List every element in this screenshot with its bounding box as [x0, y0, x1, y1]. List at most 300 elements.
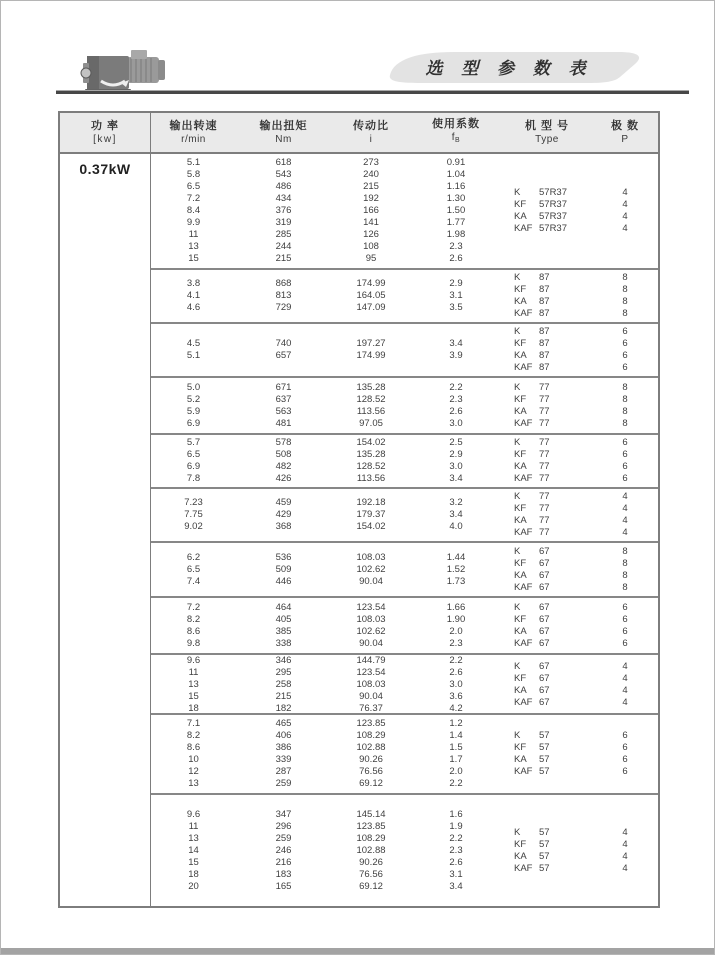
col-type	[501, 489, 593, 541]
type-prefix: KF	[514, 338, 527, 349]
cell-torque: 319	[275, 217, 292, 228]
power-column	[60, 113, 151, 906]
cell-torque: 729	[275, 302, 292, 313]
cell-ratio: 123.85	[356, 718, 386, 729]
cell-torque: 464	[275, 601, 292, 613]
cell-type	[514, 199, 567, 211]
type-prefix: KAF	[514, 697, 533, 708]
cell-torque: 182	[275, 703, 292, 714]
cell-ratio: 215	[363, 181, 379, 192]
col-speed	[151, 378, 236, 433]
type-prefix: KF	[514, 557, 527, 569]
page-bottom-bar	[1, 948, 714, 954]
cell-poles: 8	[622, 272, 628, 283]
cell-poles: 4	[622, 223, 628, 234]
cell-torque: 486	[275, 181, 292, 192]
cell-torque: 563	[275, 405, 292, 417]
cell-poles: 6	[622, 730, 628, 741]
cell-speed: 8.2	[186, 730, 201, 741]
cell-speed: 13	[188, 241, 199, 252]
cell-speed: 7.23	[184, 497, 203, 508]
type-model: 67	[539, 557, 550, 569]
cell-factor: 2.6	[449, 667, 463, 678]
cell-type	[514, 558, 550, 570]
cell-torque: 618	[275, 157, 292, 168]
type-model: 67	[539, 673, 550, 684]
cell-factor: 3.4	[449, 880, 463, 892]
col-ratio	[331, 435, 411, 487]
cell-ratio: 90.04	[359, 691, 383, 702]
col-ratio	[331, 543, 411, 596]
col-poles	[593, 543, 657, 596]
type-prefix: K	[514, 437, 521, 448]
cell-ratio: 97.05	[359, 417, 383, 429]
cell-torque: 287	[275, 766, 292, 777]
cell-speed: 9.8	[186, 637, 201, 649]
type-model: 67	[539, 601, 550, 613]
type-prefix: K	[514, 326, 521, 337]
cell-factor: 2.6	[449, 253, 463, 264]
cell-poles: 4	[622, 491, 628, 502]
cell-ratio: 179.37	[356, 509, 386, 520]
param-block	[151, 541, 658, 596]
cell-ratio: 108.29	[356, 832, 386, 844]
cell-poles: 6	[622, 350, 628, 361]
cell-ratio: 90.04	[359, 575, 383, 587]
cell-factor: 1.73	[446, 575, 466, 587]
cell-type	[514, 515, 550, 527]
type-prefix: KAF	[514, 766, 533, 777]
type-prefix: KAF	[514, 308, 533, 319]
type-prefix: KF	[514, 449, 527, 460]
param-block	[151, 376, 658, 433]
cell-type	[514, 673, 550, 685]
type-model: 57	[539, 742, 550, 753]
cell-type	[514, 272, 550, 284]
cell-speed: 11	[188, 820, 199, 832]
col-factor	[411, 598, 501, 653]
cell-torque: 405	[275, 613, 292, 625]
cell-speed: 7.1	[186, 718, 201, 729]
type-prefix: KAF	[514, 473, 533, 484]
type-model: 77	[539, 461, 550, 472]
cell-torque: 347	[275, 808, 292, 820]
col-speed	[151, 154, 236, 268]
type-prefix: K	[514, 661, 521, 672]
cell-factor: 1.66	[446, 601, 466, 613]
type-model: 67	[539, 661, 550, 672]
cell-torque: 346	[275, 655, 292, 666]
power-value: 0.37kW	[79, 161, 131, 177]
type-model: 57R37	[539, 211, 567, 222]
col-torque	[236, 270, 331, 322]
cell-type	[514, 766, 550, 778]
cell-factor: 1.7	[449, 754, 463, 765]
cell-ratio: 145.14	[356, 808, 386, 820]
type-model: 57R37	[539, 187, 567, 198]
cell-type	[514, 473, 550, 485]
cell-ratio: 113.56	[356, 405, 386, 417]
cell-type	[514, 685, 550, 697]
cell-ratio: 174.99	[356, 278, 386, 289]
cell-poles: 8	[622, 569, 628, 581]
cell-torque: 434	[275, 193, 292, 204]
cell-type	[514, 839, 550, 851]
col-factor	[411, 715, 501, 793]
cell-torque: 509	[275, 563, 292, 575]
cell-factor: 1.16	[446, 181, 466, 192]
cell-speed: 15	[188, 856, 199, 868]
cell-factor: 2.5	[449, 437, 463, 448]
cell-type	[514, 742, 550, 754]
type-prefix: K	[514, 730, 521, 741]
param-block	[151, 322, 658, 376]
cell-type	[514, 350, 550, 362]
cell-torque: 215	[275, 691, 292, 702]
cell-factor: 3.1	[449, 868, 463, 880]
cell-type	[514, 851, 550, 863]
type-model: 57	[539, 730, 550, 741]
col-speed	[151, 435, 236, 487]
cell-ratio: 192	[363, 193, 379, 204]
type-model: 57	[539, 754, 550, 765]
cell-factor: 3.4	[449, 509, 463, 520]
cell-poles: 6	[622, 473, 628, 484]
cell-speed: 5.0	[186, 381, 201, 393]
cell-speed: 11	[188, 667, 199, 678]
cell-type	[514, 449, 550, 461]
cell-type	[514, 491, 550, 503]
cell-torque: 543	[275, 169, 292, 180]
cell-ratio: 108.03	[356, 613, 386, 625]
cell-poles: 8	[622, 545, 628, 557]
cell-type	[514, 614, 550, 626]
type-model: 77	[539, 503, 550, 514]
cell-speed: 5.7	[186, 437, 201, 448]
type-prefix: KAF	[514, 862, 533, 874]
type-model: 87	[539, 350, 550, 361]
col-type	[501, 598, 593, 653]
cell-factor: 2.6	[449, 856, 463, 868]
cell-type	[514, 461, 550, 473]
cell-type	[514, 754, 550, 766]
type-model: 77	[539, 473, 550, 484]
cell-factor: 1.4	[449, 730, 463, 741]
col-factor	[411, 489, 501, 541]
cell-speed: 6.5	[186, 449, 201, 460]
cell-ratio: 108.29	[356, 730, 386, 741]
cell-speed: 12	[188, 766, 199, 777]
cell-ratio: 154.02	[356, 521, 386, 532]
cell-poles: 8	[622, 557, 628, 569]
cell-factor: 2.3	[449, 393, 463, 405]
cell-speed: 13	[188, 778, 199, 789]
power-header-name: 功 率	[90, 119, 120, 132]
col-speed	[151, 324, 236, 376]
type-prefix: KA	[514, 625, 527, 637]
cell-speed: 4.5	[186, 338, 201, 349]
col-ratio	[331, 154, 411, 268]
type-model: 57R37	[539, 223, 567, 234]
cell-poles: 8	[622, 393, 628, 405]
cell-ratio: 90.26	[359, 856, 383, 868]
type-model: 87	[539, 272, 550, 283]
cell-torque: 368	[275, 521, 292, 532]
cell-factor: 3.0	[449, 417, 463, 429]
type-model: 67	[539, 581, 550, 593]
cell-ratio: 240	[363, 169, 379, 180]
cell-factor: 4.2	[449, 703, 463, 714]
col-torque	[236, 655, 331, 715]
cell-factor: 3.4	[449, 473, 463, 484]
cell-torque: 259	[275, 778, 292, 789]
type-prefix: K	[514, 491, 521, 502]
type-prefix: KAF	[514, 417, 533, 429]
col-type	[501, 378, 593, 433]
cell-speed: 8.6	[186, 625, 201, 637]
type-model: 87	[539, 308, 550, 319]
cell-poles: 4	[622, 211, 628, 222]
cell-poles: 4	[622, 187, 628, 198]
type-model: 77	[539, 515, 550, 526]
cell-ratio: 154.02	[356, 437, 386, 448]
cell-torque: 295	[275, 667, 292, 678]
col-factor	[411, 655, 501, 715]
cell-ratio: 123.54	[356, 667, 386, 678]
col-header-speed: 输出转速 r/min	[169, 119, 218, 145]
type-prefix: KA	[514, 515, 527, 526]
col-factor	[411, 324, 501, 376]
cell-poles: 4	[622, 673, 628, 684]
col-factor	[411, 543, 501, 596]
cell-ratio: 108	[363, 241, 379, 252]
cell-torque: 339	[275, 754, 292, 765]
cell-poles: 8	[622, 417, 628, 429]
cell-type	[514, 570, 550, 582]
type-prefix: KAF	[514, 637, 533, 649]
col-type	[501, 270, 593, 322]
col-factor	[411, 795, 501, 906]
cell-speed: 9.6	[186, 808, 201, 820]
col-torque	[236, 324, 331, 376]
cell-poles: 4	[622, 515, 628, 526]
cell-poles: 4	[622, 685, 628, 696]
cell-poles: 4	[622, 838, 628, 850]
type-model: 57	[539, 850, 550, 862]
type-model: 77	[539, 449, 550, 460]
type-prefix: KA	[514, 685, 527, 696]
cell-ratio: 126	[363, 229, 379, 240]
cell-ratio: 147.09	[356, 302, 386, 313]
cell-type	[514, 338, 550, 350]
col-poles	[593, 598, 657, 653]
cell-factor: 2.9	[449, 449, 463, 460]
cell-factor: 3.2	[449, 497, 463, 508]
cell-torque: 183	[275, 868, 292, 880]
cell-ratio: 164.05	[356, 290, 386, 301]
cell-speed: 7.2	[186, 193, 201, 204]
param-block	[151, 487, 658, 541]
cell-poles: 6	[622, 338, 628, 349]
type-prefix: K	[514, 187, 521, 198]
cell-type	[514, 863, 550, 875]
cell-torque: 426	[275, 473, 292, 484]
cell-poles: 4	[622, 826, 628, 838]
cell-ratio: 102.62	[356, 563, 386, 575]
type-model: 77	[539, 491, 550, 502]
cell-torque: 338	[275, 637, 292, 649]
cell-torque: 637	[275, 393, 292, 405]
cell-speed: 8.4	[186, 205, 201, 216]
param-block	[151, 793, 658, 906]
cell-torque: 671	[275, 381, 292, 393]
type-model: 87	[539, 326, 550, 337]
cell-type	[514, 697, 550, 709]
cell-poles: 8	[622, 381, 628, 393]
param-block	[151, 713, 658, 793]
cell-speed: 8.2	[186, 613, 201, 625]
cell-poles: 6	[622, 754, 628, 765]
cell-ratio: 90.04	[359, 637, 383, 649]
cell-torque: 429	[275, 509, 292, 520]
cell-speed: 9.6	[186, 655, 201, 666]
cell-poles: 6	[622, 461, 628, 472]
param-block	[151, 653, 658, 713]
page-title: 选 型 参 数 表	[425, 59, 593, 78]
type-model: 87	[539, 362, 550, 373]
cell-ratio: 174.99	[356, 350, 386, 361]
col-speed	[151, 655, 236, 715]
cell-factor: 1.52	[446, 563, 466, 575]
cell-speed: 10	[188, 754, 199, 765]
col-factor	[411, 435, 501, 487]
col-poles	[593, 715, 657, 793]
col-torque	[236, 598, 331, 653]
cell-type	[514, 326, 550, 338]
type-prefix: KF	[514, 284, 527, 295]
cell-type	[514, 527, 550, 539]
cell-speed: 9.02	[184, 521, 203, 532]
cell-speed: 6.5	[186, 181, 201, 192]
type-prefix: KF	[514, 838, 527, 850]
cell-speed: 6.2	[186, 551, 201, 563]
type-prefix: K	[514, 272, 521, 283]
cell-type	[514, 602, 550, 614]
col-torque	[236, 489, 331, 541]
type-prefix: KF	[514, 503, 527, 514]
cell-poles: 8	[622, 581, 628, 593]
cell-torque: 165	[275, 880, 292, 892]
type-model: 57	[539, 826, 550, 838]
col-torque	[236, 435, 331, 487]
cell-speed: 4.1	[186, 290, 201, 301]
param-block	[151, 154, 658, 268]
cell-speed: 6.5	[186, 563, 201, 575]
cell-speed: 14	[188, 844, 199, 856]
cell-poles: 6	[622, 449, 628, 460]
cell-type	[514, 308, 550, 320]
col-factor	[411, 378, 501, 433]
cell-speed: 7.8	[186, 473, 201, 484]
type-prefix: KF	[514, 742, 527, 753]
cell-type	[514, 406, 550, 418]
cell-poles: 4	[622, 527, 628, 538]
cell-ratio: 123.85	[356, 820, 386, 832]
cell-speed: 3.8	[186, 278, 201, 289]
cell-factor: 2.3	[449, 637, 463, 649]
col-type	[501, 435, 593, 487]
header-rule	[56, 90, 689, 94]
cell-speed: 7.4	[186, 575, 201, 587]
type-model: 67	[539, 637, 550, 649]
col-ratio	[331, 489, 411, 541]
col-poles	[593, 270, 657, 322]
type-prefix: KAF	[514, 581, 533, 593]
cell-factor: 4.0	[449, 521, 463, 532]
col-poles	[593, 435, 657, 487]
cell-factor: 1.90	[446, 613, 466, 625]
cell-torque: 216	[275, 856, 292, 868]
cell-factor: 1.2	[449, 718, 463, 729]
cell-type	[514, 382, 550, 394]
type-model: 67	[539, 697, 550, 708]
cell-torque: 740	[275, 338, 292, 349]
cell-type	[514, 284, 550, 296]
cell-ratio: 197.27	[356, 338, 386, 349]
col-poles	[593, 489, 657, 541]
type-model: 67	[539, 685, 550, 696]
cell-factor: 2.3	[449, 844, 463, 856]
cell-torque: 657	[275, 350, 292, 361]
type-prefix: K	[514, 826, 521, 838]
cell-factor: 3.0	[449, 679, 463, 690]
cell-factor: 2.6	[449, 405, 463, 417]
cell-speed: 15	[188, 691, 199, 702]
cell-ratio: 128.52	[356, 393, 386, 405]
type-prefix: KA	[514, 350, 527, 361]
type-model: 77	[539, 417, 550, 429]
cell-factor: 3.0	[449, 461, 463, 472]
cell-torque: 406	[275, 730, 292, 741]
cell-poles: 8	[622, 308, 628, 319]
cell-type	[514, 582, 550, 594]
cell-poles: 6	[622, 742, 628, 753]
param-block	[151, 596, 658, 653]
type-prefix: K	[514, 601, 521, 613]
type-prefix: KA	[514, 405, 527, 417]
col-factor	[411, 270, 501, 322]
cell-torque: 868	[275, 278, 292, 289]
cell-factor: 1.5	[449, 742, 463, 753]
cell-poles: 6	[622, 362, 628, 373]
cell-speed: 6.9	[186, 461, 201, 472]
cell-factor: 3.9	[449, 350, 463, 361]
col-header-poles: 极 数 P	[610, 119, 640, 145]
cell-torque: 482	[275, 461, 292, 472]
cell-ratio: 128.52	[356, 461, 386, 472]
type-model: 87	[539, 338, 550, 349]
type-model: 87	[539, 284, 550, 295]
cell-ratio: 108.03	[356, 551, 386, 563]
cell-type	[514, 661, 550, 673]
col-ratio	[331, 324, 411, 376]
cell-torque: 259	[275, 832, 292, 844]
cell-ratio: 102.88	[356, 742, 386, 753]
type-prefix: KA	[514, 461, 527, 472]
cell-torque: 296	[275, 820, 292, 832]
cell-factor: 0.91	[446, 157, 466, 168]
cell-torque: 244	[275, 241, 292, 252]
